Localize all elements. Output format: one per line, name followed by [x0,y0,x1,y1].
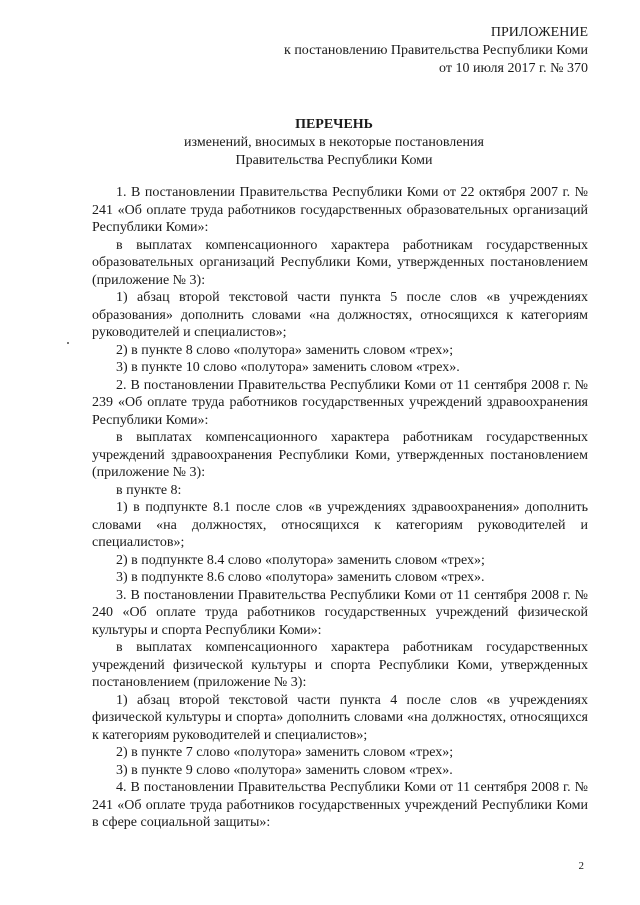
paragraph-12: 3. В постановлении Правительства Республики Коми от 11 сентября 2008 г. № 240 «Об оплате труда работников государственных учреждений физической культуры и спорта Республики Коми»: [92,587,588,638]
appendix-header [284,24,588,78]
paragraph-17: 4. В постановлении Правительства Республики Коми от 11 сентября 2008 г. № 241 «Об оплате труда работников государственных учреждений Республики Коми в сфере социальной защиты»: [92,780,588,830]
paragraph-4: 2) в пункте 8 слово «полутора» заменить словом «трех»; [116,342,454,358]
paragraph-16: 3) в пункте 9 слово «полутора» заменить словом «трех». [116,762,453,778]
paragraph-5: 3) в пункте 10 слово «полутора» заменить словом «трех». [116,360,460,375]
paragraph-7: в выплатах компенсационного характера работникам государственных учреждений здравоохранения Республики Коми, утвержденных постановлением (приложение № 3): [92,430,588,480]
paragraph-11: 3) в подпункте 8.6 слово «полутора» заменить словом «трех». [116,570,485,585]
paragraph-3: 1) абзац второй текстовой части пункта 5 после слов «в учреждениях образования» дополнить словами «на должностях, относящихся к категориям руководителей и специалистов»; [92,290,588,340]
scan-mark [67,342,69,344]
paragraph-2: в выплатах компенсационного характера работникам государственных образовательных организаций Республики Коми, утвержденных постановлением (приложение № 3): [92,237,588,288]
appendix-reference: к постановлению Правительства Республики Коми [284,43,588,58]
paragraph-14: 1) абзац второй текстовой части пункта 4 после слов «в учреждениях физической культуры и спорта» дополнить словами «на должностях, относящихся к категориям руководителей и специалистов»; [92,692,588,743]
paragraph-8: в пункте 8: [116,482,182,498]
paragraph-1: 1. В постановлении Правительства Республики Коми от 22 октября 2007 г. № 241 «Об оплате труда работников государственных образовательных организаций Республики Коми»: [92,185,588,235]
document-subtitle-line-1: изменений, вносимых в некоторые постановления [184,135,484,150]
paragraph-13: в выплатах компенсационного характера работникам государственных учреждений физической культуры и спорта Республики Коми, утвержденных постановлением (приложение № 3): [92,640,588,690]
document-title: ПЕРЕЧЕНЬ [295,117,373,132]
paragraph-15: 2) в пункте 7 слово «полутора» заменить словом «трех»; [116,745,454,760]
document-body [92,184,588,832]
appendix-date: от 10 июля 2017 г. № 370 [439,61,588,76]
page-number: 2 [578,860,584,872]
document-heading [60,116,608,170]
paragraph-10: 2) в подпункте 8.4 слово «полутора» заменить словом «трех»; [116,552,485,568]
document-subtitle-line-2: Правительства Республики Коми [235,153,433,168]
appendix-title: ПРИЛОЖЕНИЕ [490,25,588,40]
paragraph-6: 2. В постановлении Правительства Республики Коми от 11 сентября 2008 г. № 239 «Об оплате труда работников государственных учреждений здравоохранения Республики Коми»: [92,377,588,428]
paragraph-9: 1) в подпункте 8.1 после слов «в учреждениях здравоохранения» дополнить словами «на должностях, относящихся к категориям руководителей и специалистов»; [92,500,588,550]
